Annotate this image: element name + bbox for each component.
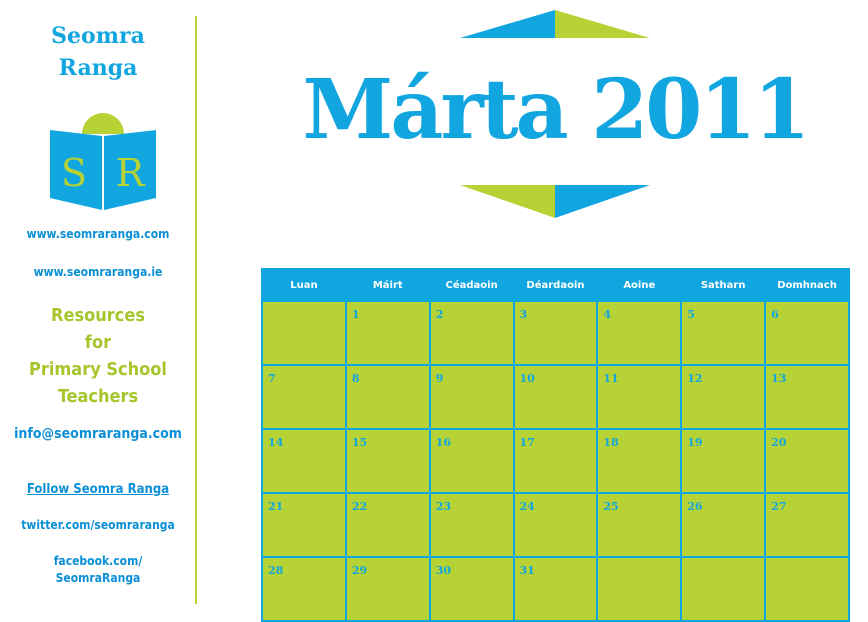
facebook-line-1: facebook.com/ [53, 554, 143, 568]
weekday-header: Déardaoin [514, 269, 598, 301]
day-cell: 6 [765, 301, 849, 365]
resources-tagline [0, 302, 196, 410]
day-cell: 2 [430, 301, 514, 365]
website-com-link[interactable]: www.seomraranga.com [26, 227, 170, 241]
day-cell [597, 557, 681, 621]
day-cell: 30 [430, 557, 514, 621]
day-cell: 24 [514, 493, 598, 557]
day-cell [681, 557, 765, 621]
day-cell: 11 [597, 365, 681, 429]
twitter-link[interactable]: twitter.com/seomraranga [21, 518, 175, 532]
day-cell: 13 [765, 365, 849, 429]
week-row [262, 365, 849, 429]
day-cell: 29 [346, 557, 430, 621]
day-cell: 7 [262, 365, 346, 429]
day-cell: 25 [597, 493, 681, 557]
next-month-arrow-icon[interactable] [460, 185, 650, 219]
logo-letter-s: S [60, 151, 88, 195]
day-cell: 31 [514, 557, 598, 621]
email-link[interactable]: info@seomraranga.com [14, 426, 182, 442]
tagline-line-2: for [84, 332, 112, 353]
day-cell: 15 [346, 429, 430, 493]
day-cell: 22 [346, 493, 430, 557]
day-cell: 18 [597, 429, 681, 493]
brand-line-1: Seomra [51, 23, 145, 49]
day-cell: 23 [430, 493, 514, 557]
day-cell: 16 [430, 429, 514, 493]
day-cell: 12 [681, 365, 765, 429]
sidebar [0, 0, 200, 620]
weekday-header: Aoine [597, 269, 681, 301]
weekday-header-row [262, 269, 849, 301]
previous-month-arrow-icon[interactable] [460, 10, 650, 40]
day-cell: 9 [430, 365, 514, 429]
week-row [262, 301, 849, 365]
weekday-header: Céadaoin [430, 269, 514, 301]
weekday-header: Luan [262, 269, 346, 301]
day-cell: 10 [514, 365, 598, 429]
tagline-line-1: Resources [51, 305, 145, 326]
calendar-grid [261, 268, 850, 622]
logo-letter-r: R [115, 151, 145, 195]
day-cell: 27 [765, 493, 849, 557]
day-cell: 4 [597, 301, 681, 365]
facebook-link[interactable] [0, 553, 196, 587]
seomra-ranga-logo [48, 112, 158, 212]
week-row [262, 429, 849, 493]
weekday-header: Máirt [346, 269, 430, 301]
month-title: Márta 2011 [302, 62, 808, 158]
brand-line-2: Ranga [58, 55, 138, 81]
day-cell [262, 301, 346, 365]
tagline-line-4: Teachers [57, 386, 139, 407]
facebook-line-2: SeomraRanga [55, 571, 141, 585]
day-cell: 3 [514, 301, 598, 365]
weekday-header: Domhnach [765, 269, 849, 301]
week-row [262, 493, 849, 557]
tagline-line-3: Primary School [29, 359, 167, 380]
follow-link[interactable]: Follow Seomra Ranga [26, 482, 170, 497]
sidebar-divider [195, 16, 197, 604]
day-cell: 20 [765, 429, 849, 493]
day-cell: 14 [262, 429, 346, 493]
website-ie-link[interactable]: www.seomraranga.ie [33, 265, 163, 279]
day-cell: 19 [681, 429, 765, 493]
day-cell: 8 [346, 365, 430, 429]
day-cell [765, 557, 849, 621]
week-row [262, 557, 849, 621]
day-cell: 1 [346, 301, 430, 365]
brand-name [0, 20, 196, 84]
day-cell: 21 [262, 493, 346, 557]
day-cell: 5 [681, 301, 765, 365]
weekday-header: Satharn [681, 269, 765, 301]
day-cell: 26 [681, 493, 765, 557]
day-cell: 28 [262, 557, 346, 621]
day-cell: 17 [514, 429, 598, 493]
